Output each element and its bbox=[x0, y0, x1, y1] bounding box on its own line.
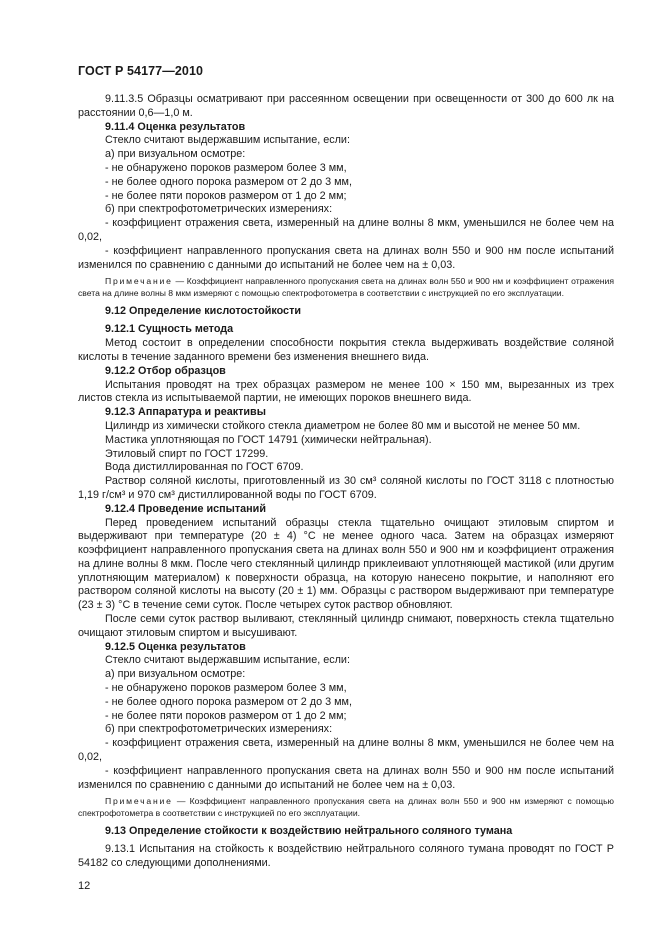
paragraph: Стекло считают выдержавшим испытание, если: bbox=[105, 654, 350, 667]
subsection-heading: 9.11.4 Оценка результатов bbox=[105, 120, 246, 133]
paragraph: Вода дистиллированная по ГОСТ 6709. bbox=[105, 461, 304, 474]
paragraph: 9.13.1 Испытания на стойкость к воздействию нейтрального соляного тумана проводят по ГОСТ Р 54182 со следующими дополнениями. bbox=[78, 843, 614, 870]
paragraph: Испытания проводят на трех образцах размером не менее 100 × 150 мм, вырезанных из трех листов стекла из испытываемой партии, не имеющих пороков внешнего вида. bbox=[78, 378, 614, 405]
list-item: - коэффициент отражения света, измеренный на длине волны 8 мкм, уменьшился не более чем на 0,02, bbox=[78, 217, 614, 243]
note bbox=[78, 276, 614, 299]
subsection-heading: 9.12.5 Оценка результатов bbox=[105, 640, 246, 653]
note-label: Примечание bbox=[105, 796, 173, 807]
list-item: - не более пяти пороков размером от 1 до 2 мм; bbox=[105, 189, 347, 202]
subsection-heading: 9.12.2 Отбор образцов bbox=[105, 364, 226, 377]
subsection-heading: 9.12.3 Аппаратура и реактивы bbox=[105, 406, 266, 419]
subsection-heading: 9.12.1 Сущность метода bbox=[105, 323, 234, 336]
list-item: а) при визуальном осмотре: bbox=[105, 668, 246, 681]
section-heading: 9.13 Определение стойкости к воздействию нейтрального соляного тумана bbox=[105, 824, 513, 837]
list-item: - не более одного порока размером от 2 до 3 мм, bbox=[105, 175, 352, 188]
section-heading: 9.12 Определение кислотостойкости bbox=[105, 304, 301, 317]
note-label: Примечание bbox=[105, 276, 173, 287]
paragraph: Мастика уплотняющая по ГОСТ 14791 (химически нейтральная). bbox=[105, 433, 432, 446]
note-text: — Коэффициент направленного пропускания света на длинах волн 550 и 900 нм измеряют с помощью спектрофотометра в соответствии с инструкцией по его эксплуатации. bbox=[78, 796, 614, 819]
paragraph: Цилиндр из химически стойкого стекла диаметром не более 80 мм и высотой не менее 50 мм. bbox=[105, 419, 581, 432]
list-item: - не более пяти пороков размером от 1 до 2 мм; bbox=[105, 709, 347, 722]
paragraph: Этиловый спирт по ГОСТ 17299. bbox=[105, 447, 269, 460]
list-item: а) при визуальном осмотре: bbox=[105, 148, 246, 161]
list-item: - коэффициент отражения света, измеренный на длине волны 8 мкм, уменьшился не более чем на 0,02, bbox=[78, 737, 614, 764]
list-item: - коэффициент направленного пропускания света на длинах волн 550 и 900 нм после испытаний изменился по сравнению с данными до испытаний не более чем на ± 0,03. bbox=[78, 764, 614, 791]
note-text: — Коэффициент направленного пропускания света на длинах волн 550 и 900 нм и коэффициент отражения света на длине волны 8 мкм измеряют с помощью спектрофотометра в соответствии с инструкцией по его эксплуатации. bbox=[78, 276, 614, 298]
subsection-heading: 9.12.4 Проведение испытаний bbox=[105, 502, 266, 515]
paragraph: Перед проведением испытаний образцы стекла тщательно очищают этиловым спиртом и выдерживают при температуре (20 ± 4) °С не менее одного часа. Затем на образцах измеряют коэффициент направленного пропускания света на длинах волн 550 и 900 нм и коэффициент отражения на длине волны 8 мкм. После чего стеклянный цилиндр приклеивают уплотняющей мастикой (или другим уплотняющим материалом) к поверхности образца, на которую нанесено покрытие, и наполняют его раствором соляной кислоты на высоту (20 ± 1) мм. Образцы с раствором выдерживают при температуре (23 ± 3) °С в течение семи суток. После четырех суток раствор обновляют. bbox=[78, 516, 614, 612]
paragraph: 9.11.3.5 Образцы осматривают при рассеянном освещении при освещенности от 300 до 600 лк на расстоянии 0,6—1,0 м. bbox=[78, 93, 614, 119]
note bbox=[78, 796, 614, 819]
document-body bbox=[78, 93, 614, 871]
paragraph: Стекло считают выдержавшим испытание, если: bbox=[105, 134, 350, 147]
list-item: б) при спектрофотометрических измерениях: bbox=[105, 203, 333, 216]
list-item: б) при спектрофотометрических измерениях: bbox=[105, 723, 333, 736]
list-item: - не обнаружено пороков размером более 3 мм, bbox=[105, 161, 347, 174]
paragraph: После семи суток раствор выливают, стеклянный цилиндр снимают, поверхность стекла тщательно очищают этиловым спиртом и высушивают. bbox=[78, 613, 614, 639]
page-number: 12 bbox=[78, 880, 91, 892]
paragraph: Раствор соляной кислоты, приготовленный из 30 см³ соляной кислоты по ГОСТ 3118 с плотностью 1,19 г/см³ и 970 см³ дистиллированной воды по ГОСТ 6709. bbox=[78, 475, 614, 501]
paragraph: Метод состоит в определении способности покрытия стекла выдерживать воздействие соляной кислоты в течение заданного времени без изменения внешнего вида. bbox=[78, 337, 614, 363]
list-item: - не обнаружено пороков размером более 3 мм, bbox=[105, 682, 347, 695]
list-item: - не более одного порока размером от 2 до 3 мм, bbox=[105, 695, 352, 708]
list-item: - коэффициент направленного пропускания света на длинах волн 550 и 900 нм после испытаний изменился по сравнению с данными до испытаний не более чем на ± 0,03. bbox=[78, 244, 614, 271]
document-header: ГОСТ Р 54177—2010 bbox=[78, 64, 204, 78]
